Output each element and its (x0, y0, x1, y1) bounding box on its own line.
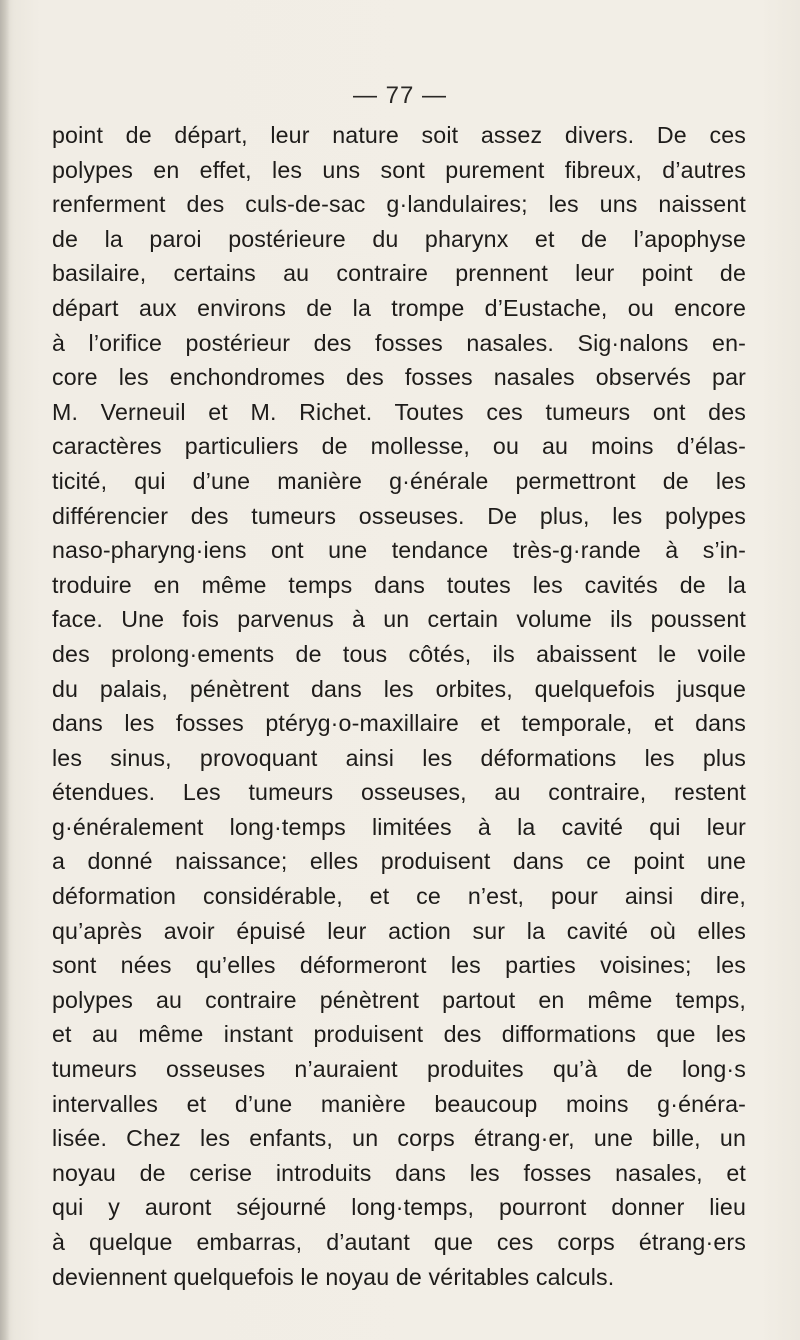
text-line: renferment des culs-de-sac g·landulaires; les uns naissent (52, 191, 746, 218)
text-line: départ aux environs de la trompe d’Eustache, ou encore (52, 294, 746, 321)
text-line: lisée. Chez les enfants, un corps étrang·er, une bille, un (52, 1125, 746, 1152)
text-line: intervalles et d’une manière beaucoup moins g·énéra- (52, 1090, 746, 1117)
text-line: core les enchondromes des fosses nasales observés par (52, 364, 746, 391)
text-line: polypes au contraire pénètrent partout en même temps, (52, 986, 746, 1013)
text-line: M. Verneuil et M. Richet. Toutes ces tumeurs ont des (52, 398, 746, 425)
text-line: g·énéralement long·temps limitées à la cavité qui leur (52, 813, 746, 840)
text-line: à quelque embarras, d’autant que ces corps étrang·ers (52, 1229, 746, 1255)
text-line: du palais, pénètrent dans les orbites, quelquefois jusque (52, 675, 746, 702)
text-line: sont nées qu’elles déformeront les parties voisines; les (52, 952, 746, 979)
text-line: point de départ, leur nature soit assez divers. De ces (52, 122, 746, 148)
text-line: deviennent quelquefois le noyau de véritables calculs. (52, 1263, 615, 1290)
text-line: à l’orifice postérieur des fosses nasales. Sig·nalons en- (52, 329, 746, 356)
text-line: qui y auront séjourné long·temps, pourront donner lieu (52, 1194, 746, 1221)
text-line: et au même instant produisent des difformations que les (52, 1021, 746, 1048)
text-line: les sinus, provoquant ainsi les déformations les plus (52, 744, 746, 771)
text-line: différencier des tumeurs osseuses. De plus, les polypes (52, 502, 746, 529)
text-line: dans les fosses ptéryg·o-maxillaire et temporale, et dans (52, 710, 746, 737)
text-line: face. Une fois parvenus à un certain volume ils poussent (52, 606, 746, 633)
text-line: tumeurs osseuses n’auraient produites qu’à de long·s (52, 1056, 746, 1083)
body-text (52, 118, 746, 1294)
text-line: a donné naissance; elles produisent dans ce point une (52, 848, 746, 875)
text-line: noyau de cerise introduits dans les fosses nasales, et (52, 1159, 746, 1186)
text-line: ticité, qui d’une manière g·énérale permettront de les (52, 467, 746, 494)
binding-shadow (0, 0, 10, 1340)
text-line: polypes en effet, les uns sont purement fibreux, d’autres (52, 156, 746, 183)
text-line: qu’après avoir épuisé leur action sur la cavité où elles (52, 917, 746, 944)
page-number: — 77 — (352, 82, 448, 109)
text-line: déformation considérable, et ce n’est, pour ainsi dire, (52, 883, 746, 910)
text-line: troduire en même temps dans toutes les cavités de la (52, 571, 746, 598)
text-line: naso-pharyng·iens ont une tendance très-g·rande à s’in- (52, 537, 746, 564)
text-line: caractères particuliers de mollesse, ou au moins d’élas- (52, 433, 746, 460)
text-line: étendues. Les tumeurs osseuses, au contraire, restent (52, 779, 746, 806)
text-line: basilaire, certains au contraire prennent leur point de (52, 260, 746, 287)
text-line: de la paroi postérieure du pharynx et de l’apophyse (52, 225, 746, 252)
text-line: des prolong·ements de tous côtés, ils abaissent le voile (52, 640, 746, 667)
